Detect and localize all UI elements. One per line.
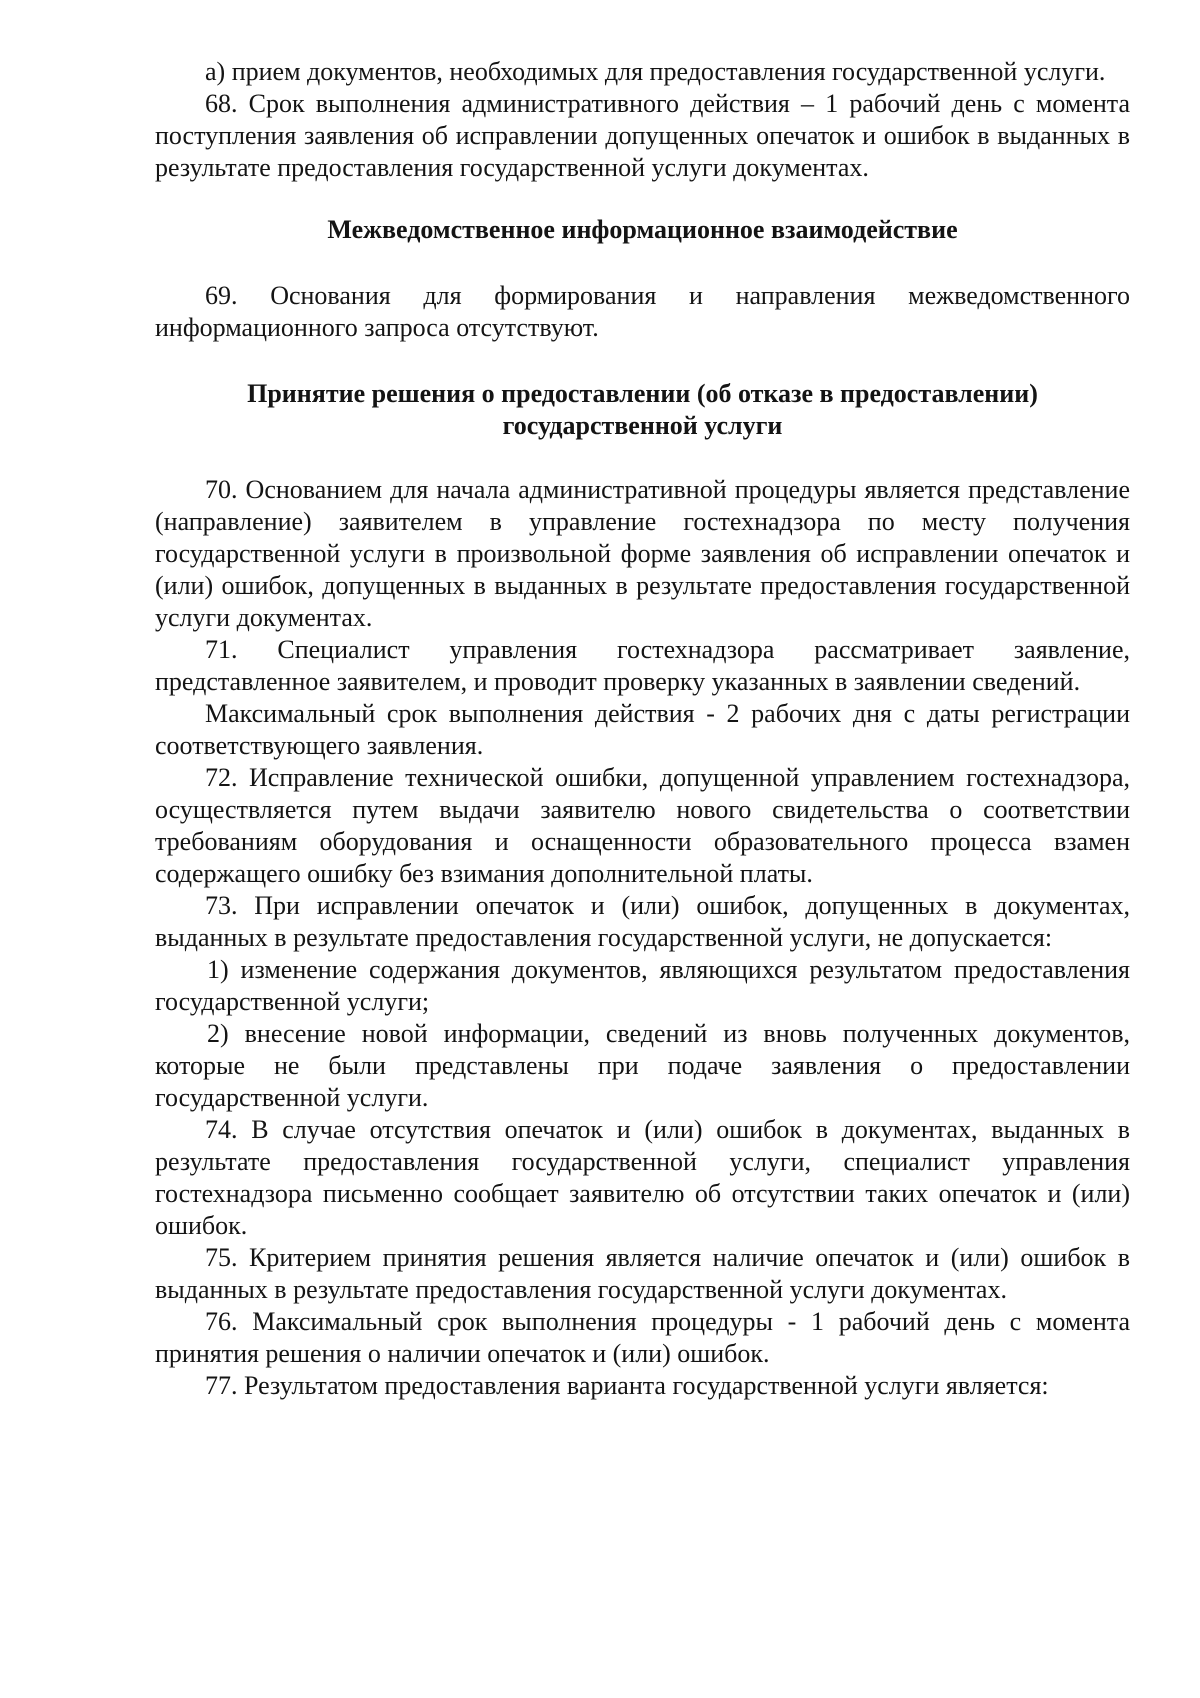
list-item-1: 1) изменение содержания документов, являющихся результатом предоставления государственной услуги; bbox=[155, 955, 1130, 1016]
paragraph-72: 72. Исправление технической ошибки, допущенной управлением гостехнадзора, осуществляется путем выдачи заявителю нового свидетельства о соответствии требованиям оборудования и оснащенности образовательного процесса взамен содержащего ошибку без взимания дополнительной платы. bbox=[155, 763, 1130, 888]
paragraph-74: 74. В случае отсутствия опечаток и (или) ошибок в документах, выданных в результате предоставления государственной услуги, специалист управления гостехнадзора письменно сообщает заявителю об отсутствии таких опечаток и (или) ошибок. bbox=[155, 1115, 1130, 1240]
paragraph-68: 68. Срок выполнения административного действия – 1 рабочий день с момента поступления заявления об исправлении допущенных опечаток и ошибок в выданных в результате предоставления государственной услуги документах. bbox=[155, 89, 1130, 182]
list-item-2: 2) внесение новой информации, сведений из вновь полученных документов, которые не были представлены при подаче заявления о предоставлении государственной услуги. bbox=[155, 1019, 1130, 1112]
section-heading-decision: Принятие решения о предоставлении (об отказе в предоставлении) государственной услуги bbox=[247, 379, 1038, 440]
paragraph-73: 73. При исправлении опечаток и (или) ошибок, допущенных в документах, выданных в результате предоставления государственной услуги, не допускается: bbox=[155, 891, 1130, 952]
paragraph-69: 69. Основания для формирования и направления межведомственного информационного запроса отсутствуют. bbox=[155, 281, 1130, 342]
paragraph-76: 76. Максимальный срок выполнения процедуры - 1 рабочий день с момента принятия решения о наличии опечаток и (или) ошибок. bbox=[155, 1307, 1130, 1368]
paragraph-75: 75. Критерием принятия решения является наличие опечаток и (или) ошибок в выданных в результате предоставления государственной услуги документах. bbox=[155, 1243, 1130, 1304]
document-page bbox=[155, 56, 1130, 1402]
paragraph-71-deadline: Максимальный срок выполнения действия - 2 рабочих дня с даты регистрации соответствующего заявления. bbox=[155, 699, 1130, 760]
section-heading-interagency: Межведомственное информационное взаимодействие bbox=[327, 215, 958, 244]
paragraph-a-document-intake: а) прием документов, необходимых для предоставления государственной услуги. bbox=[205, 57, 1106, 86]
paragraph-77: 77. Результатом предоставления варианта государственной услуги является: bbox=[205, 1371, 1049, 1400]
paragraph-71: 71. Специалист управления гостехнадзора рассматривает заявление, представленное заявителем, и проводит проверку указанных в заявлении сведений. bbox=[155, 635, 1130, 696]
paragraph-70: 70. Основанием для начала административной процедуры является представление (направление) заявителем в управление гостехнадзора по месту получения государственной услуги в произвольной форме заявления об исправлении опечаток и (или) ошибок, допущенных в выданных в результате предоставления государственной услуги документах. bbox=[155, 475, 1130, 632]
